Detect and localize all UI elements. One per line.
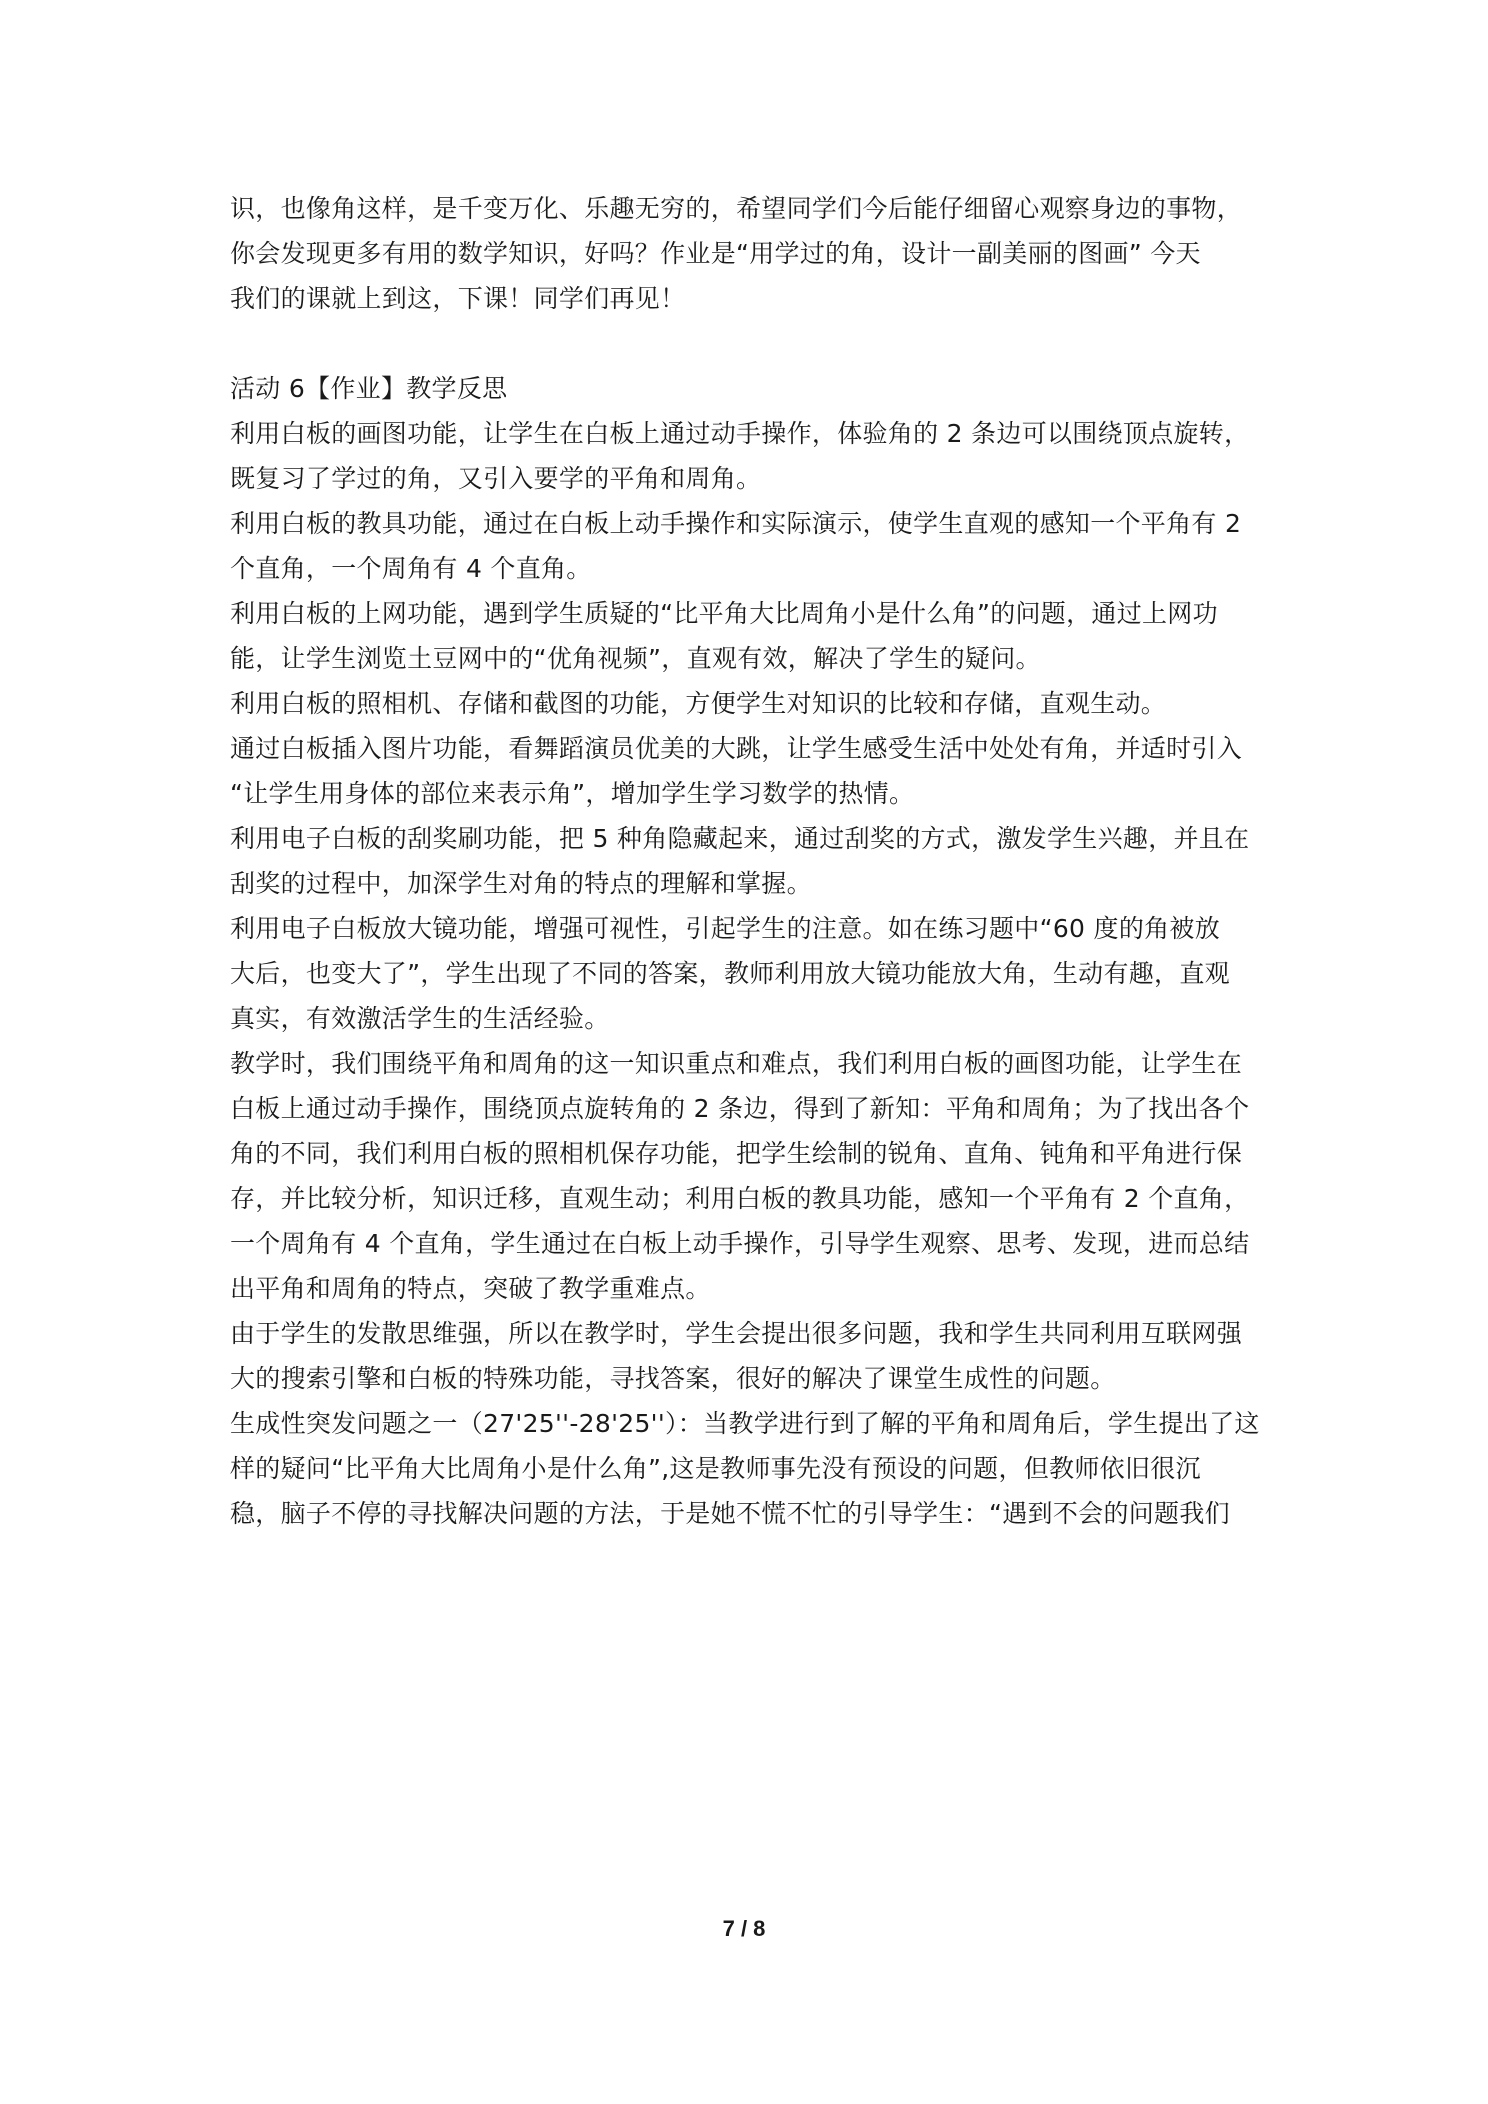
page-number: 7 / 8 <box>722 1916 766 1941</box>
paragraph-divergent-thinking <box>230 1311 1270 1401</box>
text-line: 利用电子白板放大镜功能，增强可视性，引起学生的注意。如在练习题中“60 度的角被放 <box>230 914 1221 943</box>
text-line: 刮奖的过程中，加深学生对角的特点的理解和掌握。 <box>230 869 812 898</box>
paragraph-teaching-summary <box>230 1041 1270 1311</box>
paragraph-camera-storage <box>230 681 1270 726</box>
document-body <box>230 186 1270 1536</box>
text-line: 能，让学生浏览土豆网中的“优角视频”，直观有效，解决了学生的疑问。 <box>230 644 1041 673</box>
text-line: 利用白板的照相机、存储和截图的功能，方便学生对知识的比较和存储，直观生动。 <box>230 689 1167 718</box>
text-line: 利用白板的教具功能，通过在白板上动手操作和实际演示，使学生直观的感知一个平角有 2 <box>230 509 1242 538</box>
text-line: 大的搜索引擎和白板的特殊功能，寻找答案，很好的解决了课堂生成性的问题。 <box>230 1364 1116 1393</box>
text-line: 教学时，我们围绕平角和周角的这一知识重点和难点，我们利用白板的画图功能，让学生在 <box>230 1049 1243 1078</box>
text-line: 你会发现更多有用的数学知识，好吗？作业是“用学过的角，设计一副美丽的图画” 今天 <box>230 239 1201 268</box>
paragraph-scratch-brush <box>230 816 1270 906</box>
text-line: 大后，也变大了”，学生出现了不同的答案，教师利用放大镜功能放大角，生动有趣，直观 <box>230 959 1230 988</box>
text-line: 稳，脑子不停的寻找解决问题的方法，于是她不慌不忙的引导学生：“遇到不会的问题我们 <box>230 1499 1230 1528</box>
text-line: 我们的课就上到这，下课！同学们再见！ <box>230 284 686 313</box>
section-heading-block <box>230 366 1270 411</box>
text-line: 出平角和周角的特点，突破了教学重难点。 <box>230 1274 711 1303</box>
text-line: 利用白板的画图功能，让学生在白板上通过动手操作，体验角的 2 条边可以围绕顶点旋转， <box>230 419 1250 448</box>
intro-paragraph <box>230 186 1270 321</box>
text-line: 一个周角有 4 个直角，学生通过在白板上动手操作，引导学生观察、思考、发现，进而总结 <box>230 1229 1250 1258</box>
paragraph-generative-problem <box>230 1401 1270 1536</box>
text-line: 个直角，一个周角有 4 个直角。 <box>230 554 592 583</box>
paragraph-gap <box>230 321 1270 366</box>
text-line: 既复习了学过的角，又引入要学的平角和周角。 <box>230 464 762 493</box>
text-line: 通过白板插入图片功能，看舞蹈演员优美的大跳，让学生感受生活中处处有角，并适时引入 <box>230 734 1243 763</box>
text-line: 存，并比较分析，知识迁移，直观生动；利用白板的教具功能，感知一个平角有 2 个直角， <box>230 1184 1250 1213</box>
text-line: 真实，有效激活学生的生活经验。 <box>230 1004 610 1033</box>
paragraph-teaching-tools <box>230 501 1270 591</box>
paragraph-internet-function <box>230 591 1270 681</box>
paragraph-magnifier <box>230 906 1270 1041</box>
text-line: 白板上通过动手操作，围绕顶点旋转角的 2 条边，得到了新知：平角和周角；为了找出各个 <box>230 1094 1250 1123</box>
text-line: 样的疑问“比平角大比周角小是什么角”,这是教师事先没有预设的问题，但教师依旧很沉 <box>230 1454 1201 1483</box>
text-line: 角的不同，我们利用白板的照相机保存功能，把学生绘制的锐角、直角、钝角和平角进行保 <box>230 1139 1243 1168</box>
text-line: 识，也像角这样，是千变万化、乐趣无穷的，希望同学们今后能仔细留心观察身边的事物， <box>230 194 1243 223</box>
text-line: 利用白板的上网功能，遇到学生质疑的“比平角大比周角小是什么角”的问题，通过上网功 <box>230 599 1218 628</box>
text-line: 由于学生的发散思维强，所以在教学时，学生会提出很多问题，我和学生共同利用互联网强 <box>230 1319 1243 1348</box>
paragraph-drawing-function <box>230 411 1270 501</box>
section-heading: 活动 6【作业】教学反思 <box>230 374 508 403</box>
text-line: 生成性突发问题之一（27'25''-28'25''）：当教学进行到了解的平角和周角后，学生提出了这 <box>230 1409 1260 1438</box>
paragraph-insert-picture <box>230 726 1270 816</box>
text-line: 利用电子白板的刮奖刷功能，把 5 种角隐藏起来，通过刮奖的方式，激发学生兴趣，并且在 <box>230 824 1250 853</box>
text-line: “让学生用身体的部位来表示角”，增加学生学习数学的热情。 <box>230 779 915 808</box>
